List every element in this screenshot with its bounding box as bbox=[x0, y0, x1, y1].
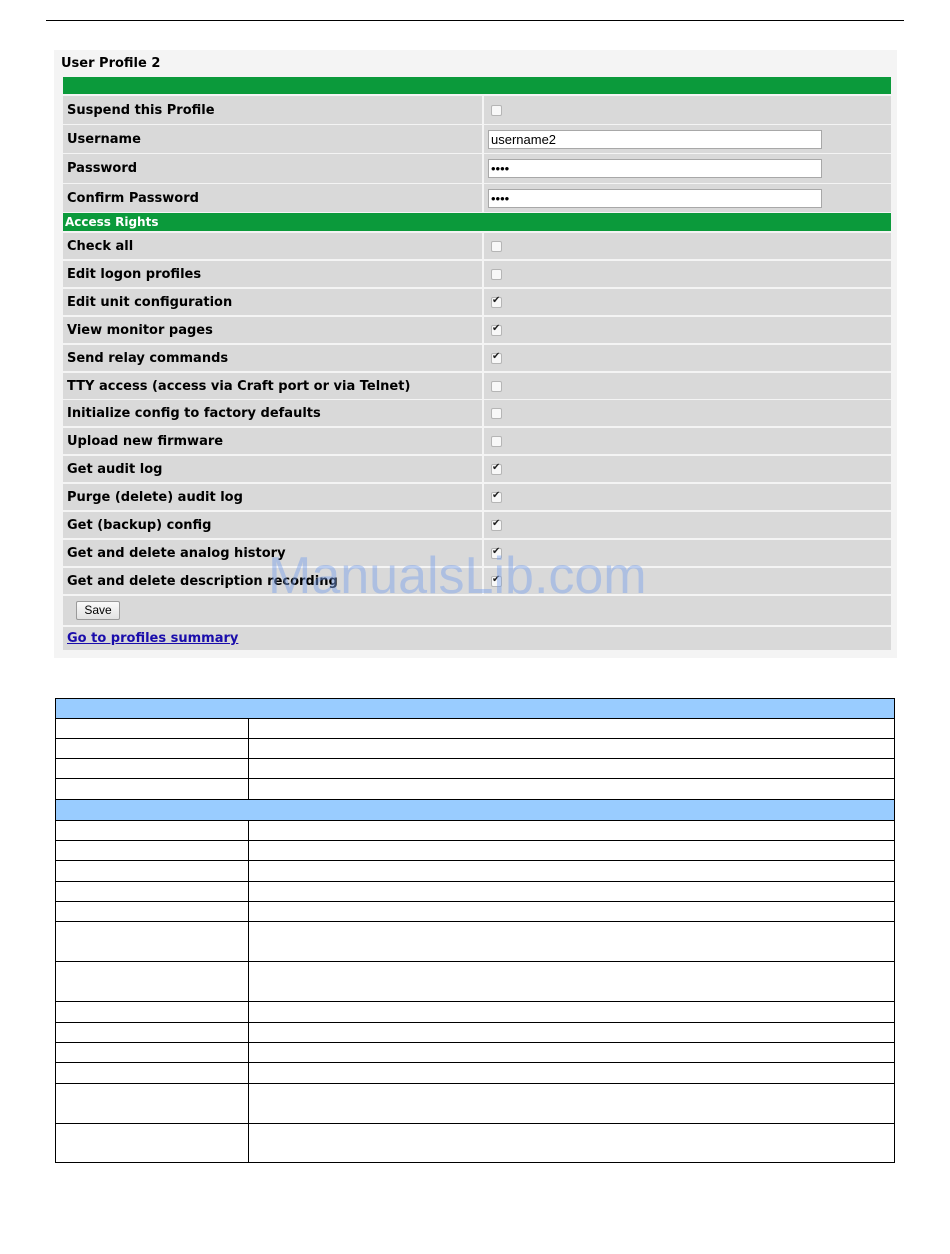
access-rights-header bbox=[63, 213, 891, 231]
table-section-header bbox=[55, 698, 895, 718]
access-right-checkbox[interactable] bbox=[491, 492, 502, 503]
access-right-label: Get audit log bbox=[63, 456, 482, 482]
access-right-label: Initialize config to factory defaults bbox=[63, 400, 482, 426]
top-divider bbox=[46, 20, 904, 21]
username-input[interactable]: username2 bbox=[488, 130, 822, 149]
panel-title: User Profile 2 bbox=[61, 56, 161, 71]
table-row bbox=[55, 901, 895, 921]
access-right-checkbox[interactable] bbox=[491, 269, 502, 280]
link-row bbox=[63, 627, 891, 650]
access-right-row bbox=[63, 400, 891, 426]
access-right-checkbox[interactable] bbox=[491, 353, 502, 364]
save-row bbox=[63, 596, 891, 625]
table-row bbox=[55, 840, 895, 860]
access-right-label: TTY access (access via Craft port or via Telnet) bbox=[63, 373, 482, 399]
access-right-row bbox=[63, 568, 891, 594]
access-right-checkbox[interactable] bbox=[491, 381, 502, 392]
table-row bbox=[55, 1001, 895, 1022]
access-right-row bbox=[63, 289, 891, 315]
access-right-label: View monitor pages bbox=[63, 317, 482, 343]
access-right-row bbox=[63, 261, 891, 287]
suspend-row bbox=[63, 96, 891, 124]
access-right-label: Get and delete analog history bbox=[63, 540, 482, 566]
access-right-checkbox[interactable] bbox=[491, 241, 502, 252]
table-row bbox=[55, 961, 895, 1001]
table-row bbox=[55, 1042, 895, 1062]
access-right-row bbox=[63, 373, 891, 399]
access-right-label: Upload new firmware bbox=[63, 428, 482, 454]
access-right-checkbox[interactable] bbox=[491, 576, 502, 587]
access-right-label: Get and delete description recording bbox=[63, 568, 482, 594]
access-right-label: Send relay commands bbox=[63, 345, 482, 371]
table-row bbox=[55, 820, 895, 840]
table-row bbox=[55, 1123, 895, 1163]
access-right-row bbox=[63, 540, 891, 566]
username-label: Username bbox=[63, 125, 482, 153]
access-right-checkbox[interactable] bbox=[491, 436, 502, 447]
access-right-label: Edit unit configuration bbox=[63, 289, 482, 315]
access-right-label: Check all bbox=[63, 233, 482, 259]
suspend-label: Suspend this Profile bbox=[63, 96, 482, 124]
table-row bbox=[55, 718, 895, 738]
access-right-row bbox=[63, 484, 891, 510]
table-row bbox=[55, 738, 895, 758]
suspend-checkbox[interactable] bbox=[491, 105, 502, 116]
access-right-label: Get (backup) config bbox=[63, 512, 482, 538]
access-right-checkbox[interactable] bbox=[491, 408, 502, 419]
watermark-logo: ManualsLib.com bbox=[268, 547, 647, 605]
table-row bbox=[55, 1083, 895, 1123]
access-right-checkbox[interactable] bbox=[491, 464, 502, 475]
access-right-checkbox[interactable] bbox=[491, 520, 502, 531]
table-section-header bbox=[55, 799, 895, 820]
confirm-password-input[interactable]: •••• bbox=[488, 189, 822, 208]
table-row bbox=[55, 1022, 895, 1042]
access-right-row bbox=[63, 345, 891, 371]
password-row bbox=[63, 154, 891, 183]
confirm-password-label: Confirm Password bbox=[63, 184, 482, 212]
access-right-row bbox=[63, 428, 891, 454]
access-right-checkbox[interactable] bbox=[491, 325, 502, 336]
table-row bbox=[55, 758, 895, 778]
access-right-row bbox=[63, 317, 891, 343]
access-right-checkbox[interactable] bbox=[491, 297, 502, 308]
table-row bbox=[55, 881, 895, 901]
password-input[interactable]: •••• bbox=[488, 159, 822, 178]
access-right-row bbox=[63, 456, 891, 482]
save-button[interactable]: Save bbox=[76, 601, 120, 620]
description-table bbox=[55, 698, 895, 1163]
table-row bbox=[55, 921, 895, 961]
access-right-row bbox=[63, 512, 891, 538]
username-row bbox=[63, 125, 891, 153]
access-rights-title: Access Rights bbox=[65, 215, 159, 229]
table-row bbox=[55, 1062, 895, 1083]
profiles-summary-link[interactable]: Go to profiles summary bbox=[67, 631, 239, 646]
confirm-password-row bbox=[63, 184, 891, 212]
access-right-label: Edit logon profiles bbox=[63, 261, 482, 287]
table-row bbox=[55, 860, 895, 881]
password-label: Password bbox=[63, 154, 482, 183]
header-bar bbox=[63, 77, 891, 94]
access-right-row bbox=[63, 233, 891, 259]
access-right-label: Purge (delete) audit log bbox=[63, 484, 482, 510]
table-row bbox=[55, 778, 895, 799]
access-right-checkbox[interactable] bbox=[491, 548, 502, 559]
user-profile-panel bbox=[54, 50, 897, 658]
